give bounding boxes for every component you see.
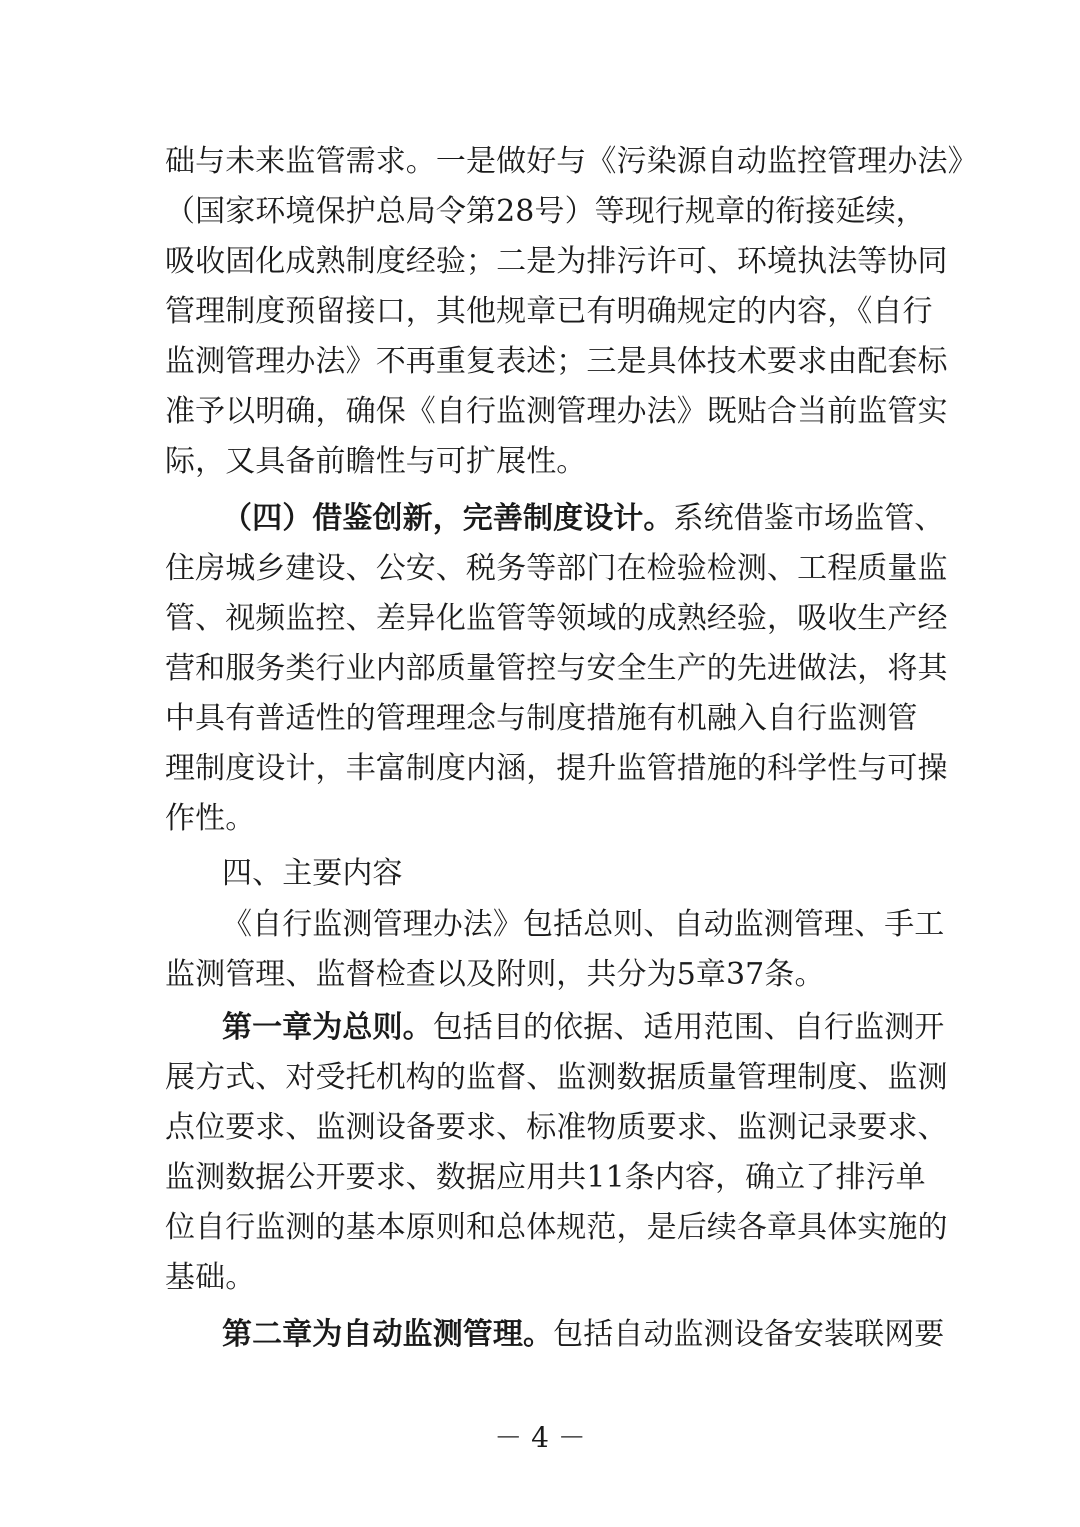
- body-text-line: 点位要求、监测设备要求、标准物质要求、监测记录要求、: [165, 1110, 948, 1145]
- section-heading: 四、主要内容: [222, 856, 403, 891]
- paragraph-first-line: [222, 1310, 945, 1360]
- paragraph-first-line: [222, 494, 945, 544]
- body-text-line: 准予以明确，确保《自行监测管理办法》既贴合当前监管实: [165, 394, 948, 429]
- body-text-line: （国家环境保护总局令第28号）等现行规章的衔接延续，: [165, 194, 926, 229]
- body-text-line: 监测数据公开要求、数据应用共11条内容，确立了排污单: [165, 1160, 926, 1195]
- body-text-line: 理制度设计，丰富制度内涵，提升监管措施的科学性与可操: [165, 751, 948, 786]
- body-text: 包括目的依据、适用范围、自行监测开: [432, 1010, 945, 1045]
- body-text-line: 作性。: [165, 801, 256, 836]
- body-text-line: 管、视频监控、差异化监管等领域的成熟经验，吸收生产经: [165, 601, 948, 636]
- body-text-line: 础与未来监管需求。一是做好与《污染源自动监控管理办法》: [165, 144, 978, 179]
- body-text-line: 管理制度预留接口，其他规章已有明确规定的内容，《自行: [165, 294, 933, 329]
- body-text-line: 基础。: [165, 1260, 256, 1295]
- body-text-line: 监测管理办法》不再重复表述；三是具体技术要求由配套标: [165, 344, 948, 379]
- body-text-line: 吸收固化成熟制度经验；二是为排污许可、环境执法等协同: [165, 244, 948, 279]
- body-text-line: 际，又具备前瞻性与可扩展性。: [165, 444, 587, 479]
- bold-lead-text: 第一章为总则。: [222, 1010, 433, 1045]
- body-text-line: 展方式、对受托机构的监督、监测数据质量管理制度、监测: [165, 1060, 948, 1095]
- body-text-line: 监测管理、监督检查以及附则，共分为5章37条。: [165, 957, 825, 992]
- paragraph-first-line: 《自行监测管理办法》包括总则、自动监测管理、手工: [222, 907, 945, 942]
- body-text-line: 位自行监测的基本原则和总体规范，是后续各章具体实施的: [165, 1210, 948, 1245]
- body-text-line: 住房城乡建设、公安、税务等部门在检验检测、工程质量监: [165, 551, 948, 586]
- page-number: － 4 －: [494, 1421, 586, 1454]
- bold-lead-text: 第二章为自动监测管理。: [222, 1317, 554, 1352]
- body-text-line: 营和服务类行业内部质量管控与安全生产的先进做法，将其: [165, 651, 948, 686]
- body-text: 包括自动监测设备安装联网要: [553, 1317, 945, 1352]
- paragraph-first-line: [222, 1003, 945, 1053]
- body-text-line: 中具有普适性的管理理念与制度措施有机融入自行监测管: [165, 701, 918, 736]
- bold-lead-text: （四）借鉴创新，完善制度设计。: [222, 501, 674, 536]
- body-text: 系统借鉴市场监管、: [673, 501, 945, 536]
